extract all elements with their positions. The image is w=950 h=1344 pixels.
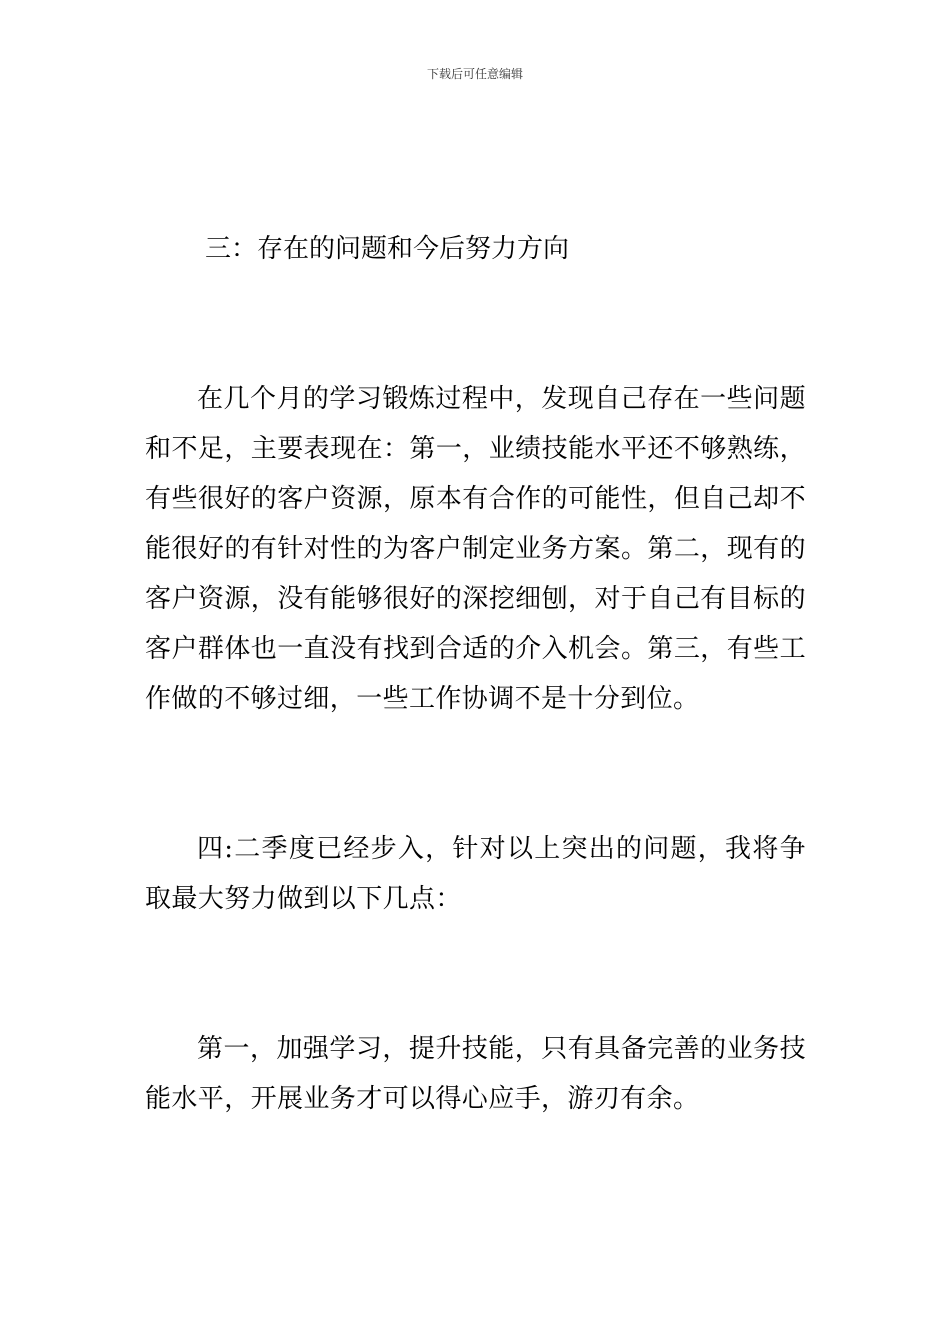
paragraph-point-one: 第一，加强学习，提升技能，只有具备完善的业务技能水平，开展业务才可以得心应手，游刃有余。 — [145, 1034, 806, 1114]
paragraph-problems: 在几个月的学习锻炼过程中，发现自己存在一些问题和不足，主要表现在：第一，业绩技能水平还不够熟练，有些很好的客户资源，原本有合作的可能性，但自己却不能很好的有针对性的为客户制定业务方案。第二，现有的客户资源，没有能够很好的深挖细刨，对于自己有目标的客户群体也一直没有找到合适的介入机会。第三，有些工作做的不够过细，一些工作协调不是十分到位。 — [145, 384, 806, 714]
header-note: 下载后可任意编辑 — [426, 67, 523, 81]
paragraph-section-four: 四:二季度已经步入，针对以上突出的问题，我将争取最大努力做到以下几点： — [145, 834, 806, 914]
section-heading-three: 三：存在的问题和今后努力方向 — [205, 234, 570, 264]
